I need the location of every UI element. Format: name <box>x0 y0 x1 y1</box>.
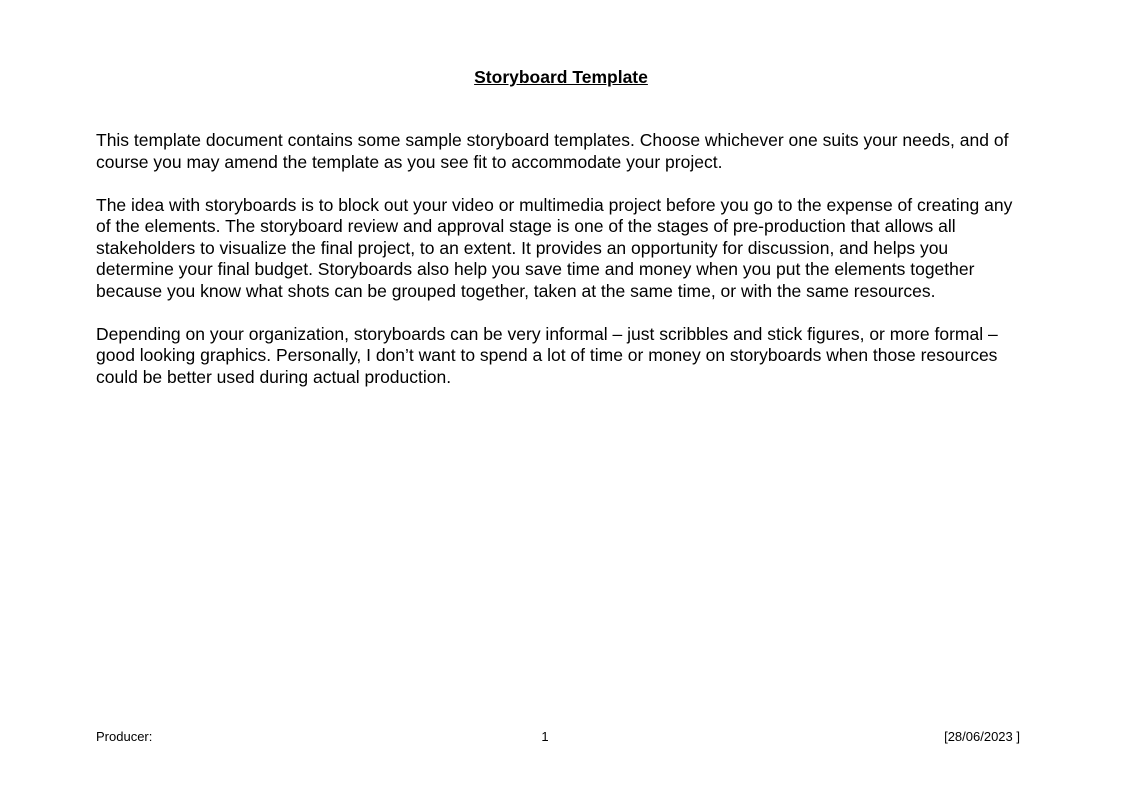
storyboard-formality-paragraph: Depending on your organization, storyboards can be very informal – just scribbles and stick figures, or more formal – good looking graphics. Personally, I don’t want to spend a lot of time or money on storyboards when those resources could be better used during actual production. <box>96 323 998 387</box>
document-title: Storyboard Template <box>474 67 648 87</box>
footer-page-number: 1 <box>541 729 549 744</box>
footer-date: [28/06/2023 ] <box>944 729 1020 744</box>
document-body <box>96 130 1024 410</box>
intro-paragraph: This template document contains some sample storyboard templates. Choose whichever one suits your needs, and of course you may amend the template as you see fit to accommodate your project. <box>96 130 1009 172</box>
storyboard-purpose-paragraph: The idea with storyboards is to block out your video or multimedia project before you go to the expense of creating any of the elements. The storyboard review and approval stage is one of the stages of pre-production that allows all stakeholders to visualize the final project, to an extent. It provides an opportunity for discussion, and helps you determine your final budget. Storyboards also help you save time and money when you put the elements together because you know what shots can be grouped together, taken at the same time, or with the same resources. <box>96 194 1013 301</box>
footer-producer-label: Producer: <box>96 729 153 744</box>
